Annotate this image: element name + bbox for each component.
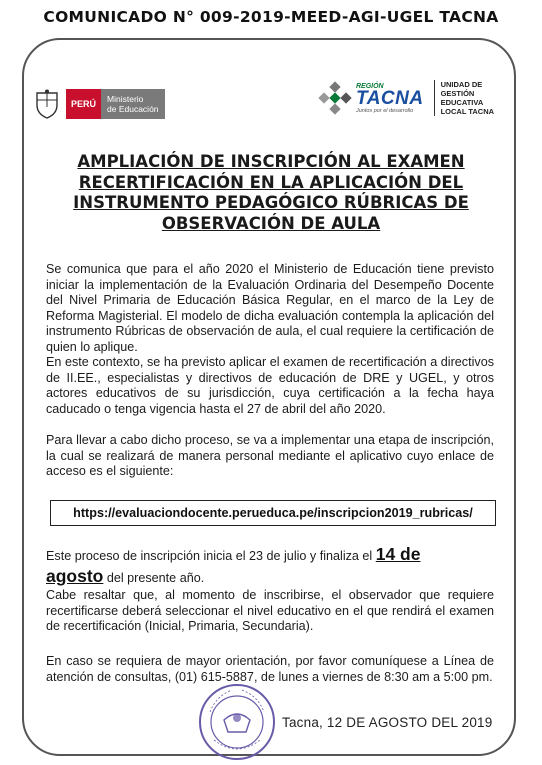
minedu-logo [34, 86, 165, 122]
signature-date: Tacna, 12 DE AGOSTO DEL 2019 [282, 715, 493, 730]
peru-label: PERÚ [66, 89, 101, 119]
paragraph-process: Para llevar a cabo dicho proceso, se va a implementar una etapa de inscripción, la cual se realizará de manera personal mediante el aplicativo cuyo enlace de acceso es el siguiente: [46, 433, 494, 478]
dates-text-end: del presente año. [103, 571, 205, 585]
paragraph-contact: En caso se requiera de mayor orientación, por favor comuníquese a Línea de atención de consultas, (01) 615-5887, de lunes a viernes de 8:30 am a 5:00 pm. [46, 654, 494, 684]
ministry-line-1: Ministerio [107, 94, 144, 104]
ministry-line-2: de Educación [107, 104, 159, 114]
ugel-label [434, 80, 494, 116]
paragraph-dates [46, 544, 494, 588]
heading-line-4: OBSERVACIÓN DE AULA [161, 213, 381, 233]
heading-line-2: RECERTIFICACIÓN EN LA APLICACIÓN DEL [78, 172, 464, 192]
deadline-day: 14 de [375, 544, 421, 564]
ministry-label [101, 89, 165, 119]
region-tacna-logo [318, 80, 494, 116]
tacna-tagline: Juntos por el desarrollo [356, 107, 414, 114]
ugel-line-1: UNIDAD DE [440, 80, 483, 89]
announcement-heading [40, 152, 502, 234]
dates-text-start: Este proceso de inscripción inicia el 23 de julio y finaliza el [46, 549, 376, 563]
paragraph-intro: Se comunica que para el año 2020 el Ministerio de Educación tiene previsto iniciar la implementación de la Evaluación Ordinaria del Desempeño Docente del Nivel Primaria de Educación Básica Regular, en el marco de la Ley de Reforma Magisterial. El modelo de dicha evaluación contempla la aplicación del instrumento Rúbricas de observación de aula, el cual requiere la certificación de quien lo aplique. [46, 262, 494, 354]
ugel-line-4: LOCAL TACNA [440, 107, 495, 116]
region-label: REGIÓN [356, 82, 384, 90]
paragraph-context: En este contexto, se ha previsto aplicar el examen de recertificación a directivos de II.EE., especialistas y directivos de educación de DRE y UGEL, y otros actores educativos de su jurisdicción, cuya certificación a la fecha haya caducado o tenga vigencia hasta el 27 de abril del año 2020. [46, 355, 494, 416]
paragraph-level-selection: Cabe resaltar que, al momento de inscribirse, el observador que requiere recertificarse deberá seleccionar el nivel educativo en el que rendirá el examen de recertificación (Inicial, Primaria, Secundaria). [46, 588, 494, 633]
official-seal-icon [196, 682, 278, 762]
deadline-month: agosto [46, 566, 104, 586]
ugel-line-3: EDUCATIVA [440, 98, 484, 107]
ugel-line-2: GESTIÓN [440, 89, 475, 98]
heading-line-1: AMPLIACIÓN DE INSCRIPCIÓN AL EXAMEN [77, 152, 465, 171]
national-shield-icon [34, 89, 60, 119]
region-tacna-text [356, 83, 424, 114]
tacna-label: TACNA [356, 87, 424, 109]
heading-line-3: INSTRUMENTO PEDAGÓGICO RÚBRICAS DE [73, 193, 469, 212]
registration-link[interactable]: https://evaluaciondocente.perueduca.pe/inscripcion2019_rubricas/ [50, 500, 496, 526]
region-tacna-emblem-icon [318, 81, 352, 115]
document-title: COMUNICADO N° 009-2019-MEED-AGI-UGEL TACNA [43, 8, 499, 26]
